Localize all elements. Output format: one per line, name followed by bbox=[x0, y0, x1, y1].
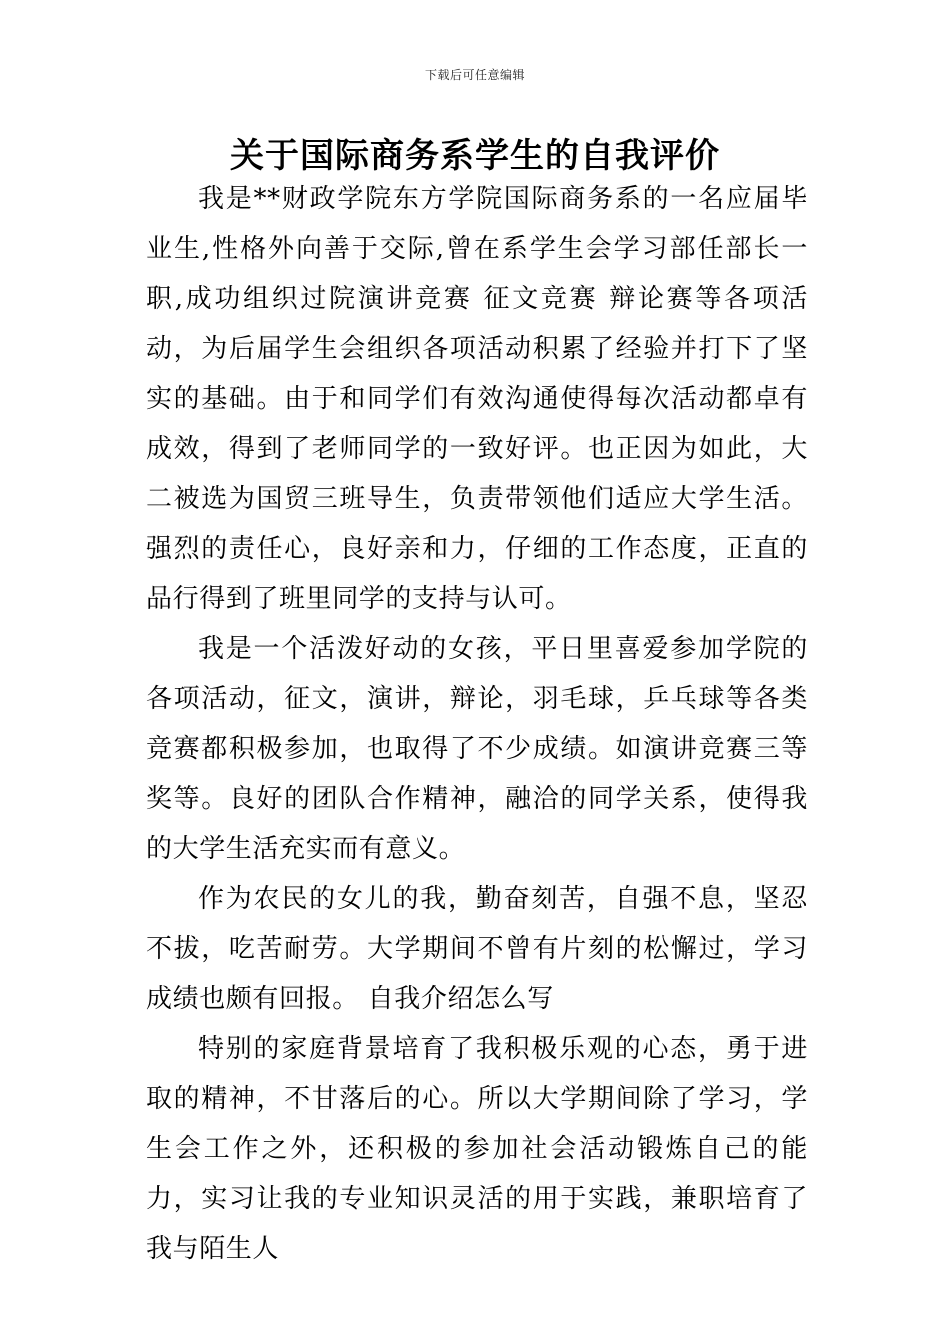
header-note: 下载后可任意编辑 bbox=[424, 68, 525, 82]
paragraph-1: 我是**财政学院东方学院国际商务系的一名应届毕业生,性格外向善于交际,曾在系学生会学习部任部长一职,成功组织过院演讲竞赛 征文竞赛 辩论赛等各项活动，为后届学生会组织各项活动积累了经验并打下了坚实的基础。由于和同学们有效沟通使得每次活动都卓有成效，得到了老师同学的一致好评。也正因为如此，大二被选为国贸三班导生，负责带领他们适应大学生活。强烈的责任心，良好亲和力，仔细的工作态度，正直的品行得到了班里同学的支持与认可。 bbox=[146, 184, 808, 614]
document-title: 关于国际商务系学生的自我评价 bbox=[230, 136, 720, 176]
document-body bbox=[146, 174, 808, 1274]
paragraph-2: 我是一个活泼好动的女孩，平日里喜爱参加学院的各项活动，征文，演讲，辩论，羽毛球，乒乓球等各类竞赛都积极参加，也取得了不少成绩。如演讲竞赛三等奖等。良好的团队合作精神，融洽的同学关系，使得我的大学生活充实而有意义。 bbox=[146, 634, 808, 864]
paragraph-4: 特别的家庭背景培育了我积极乐观的心态，勇于进取的精神，不甘落后的心。所以大学期间除了学习，学生会工作之外，还积极的参加社会活动锻炼自己的能力，实习让我的专业知识灵活的用于实践，兼职培育了我与陌生人 bbox=[146, 1034, 808, 1264]
paragraph-3: 作为农民的女儿的我，勤奋刻苦，自强不息，坚忍不拔，吃苦耐劳。大学期间不曾有片刻的松懈过，学习成绩也颇有回报。 自我介绍怎么写 bbox=[146, 884, 808, 1014]
